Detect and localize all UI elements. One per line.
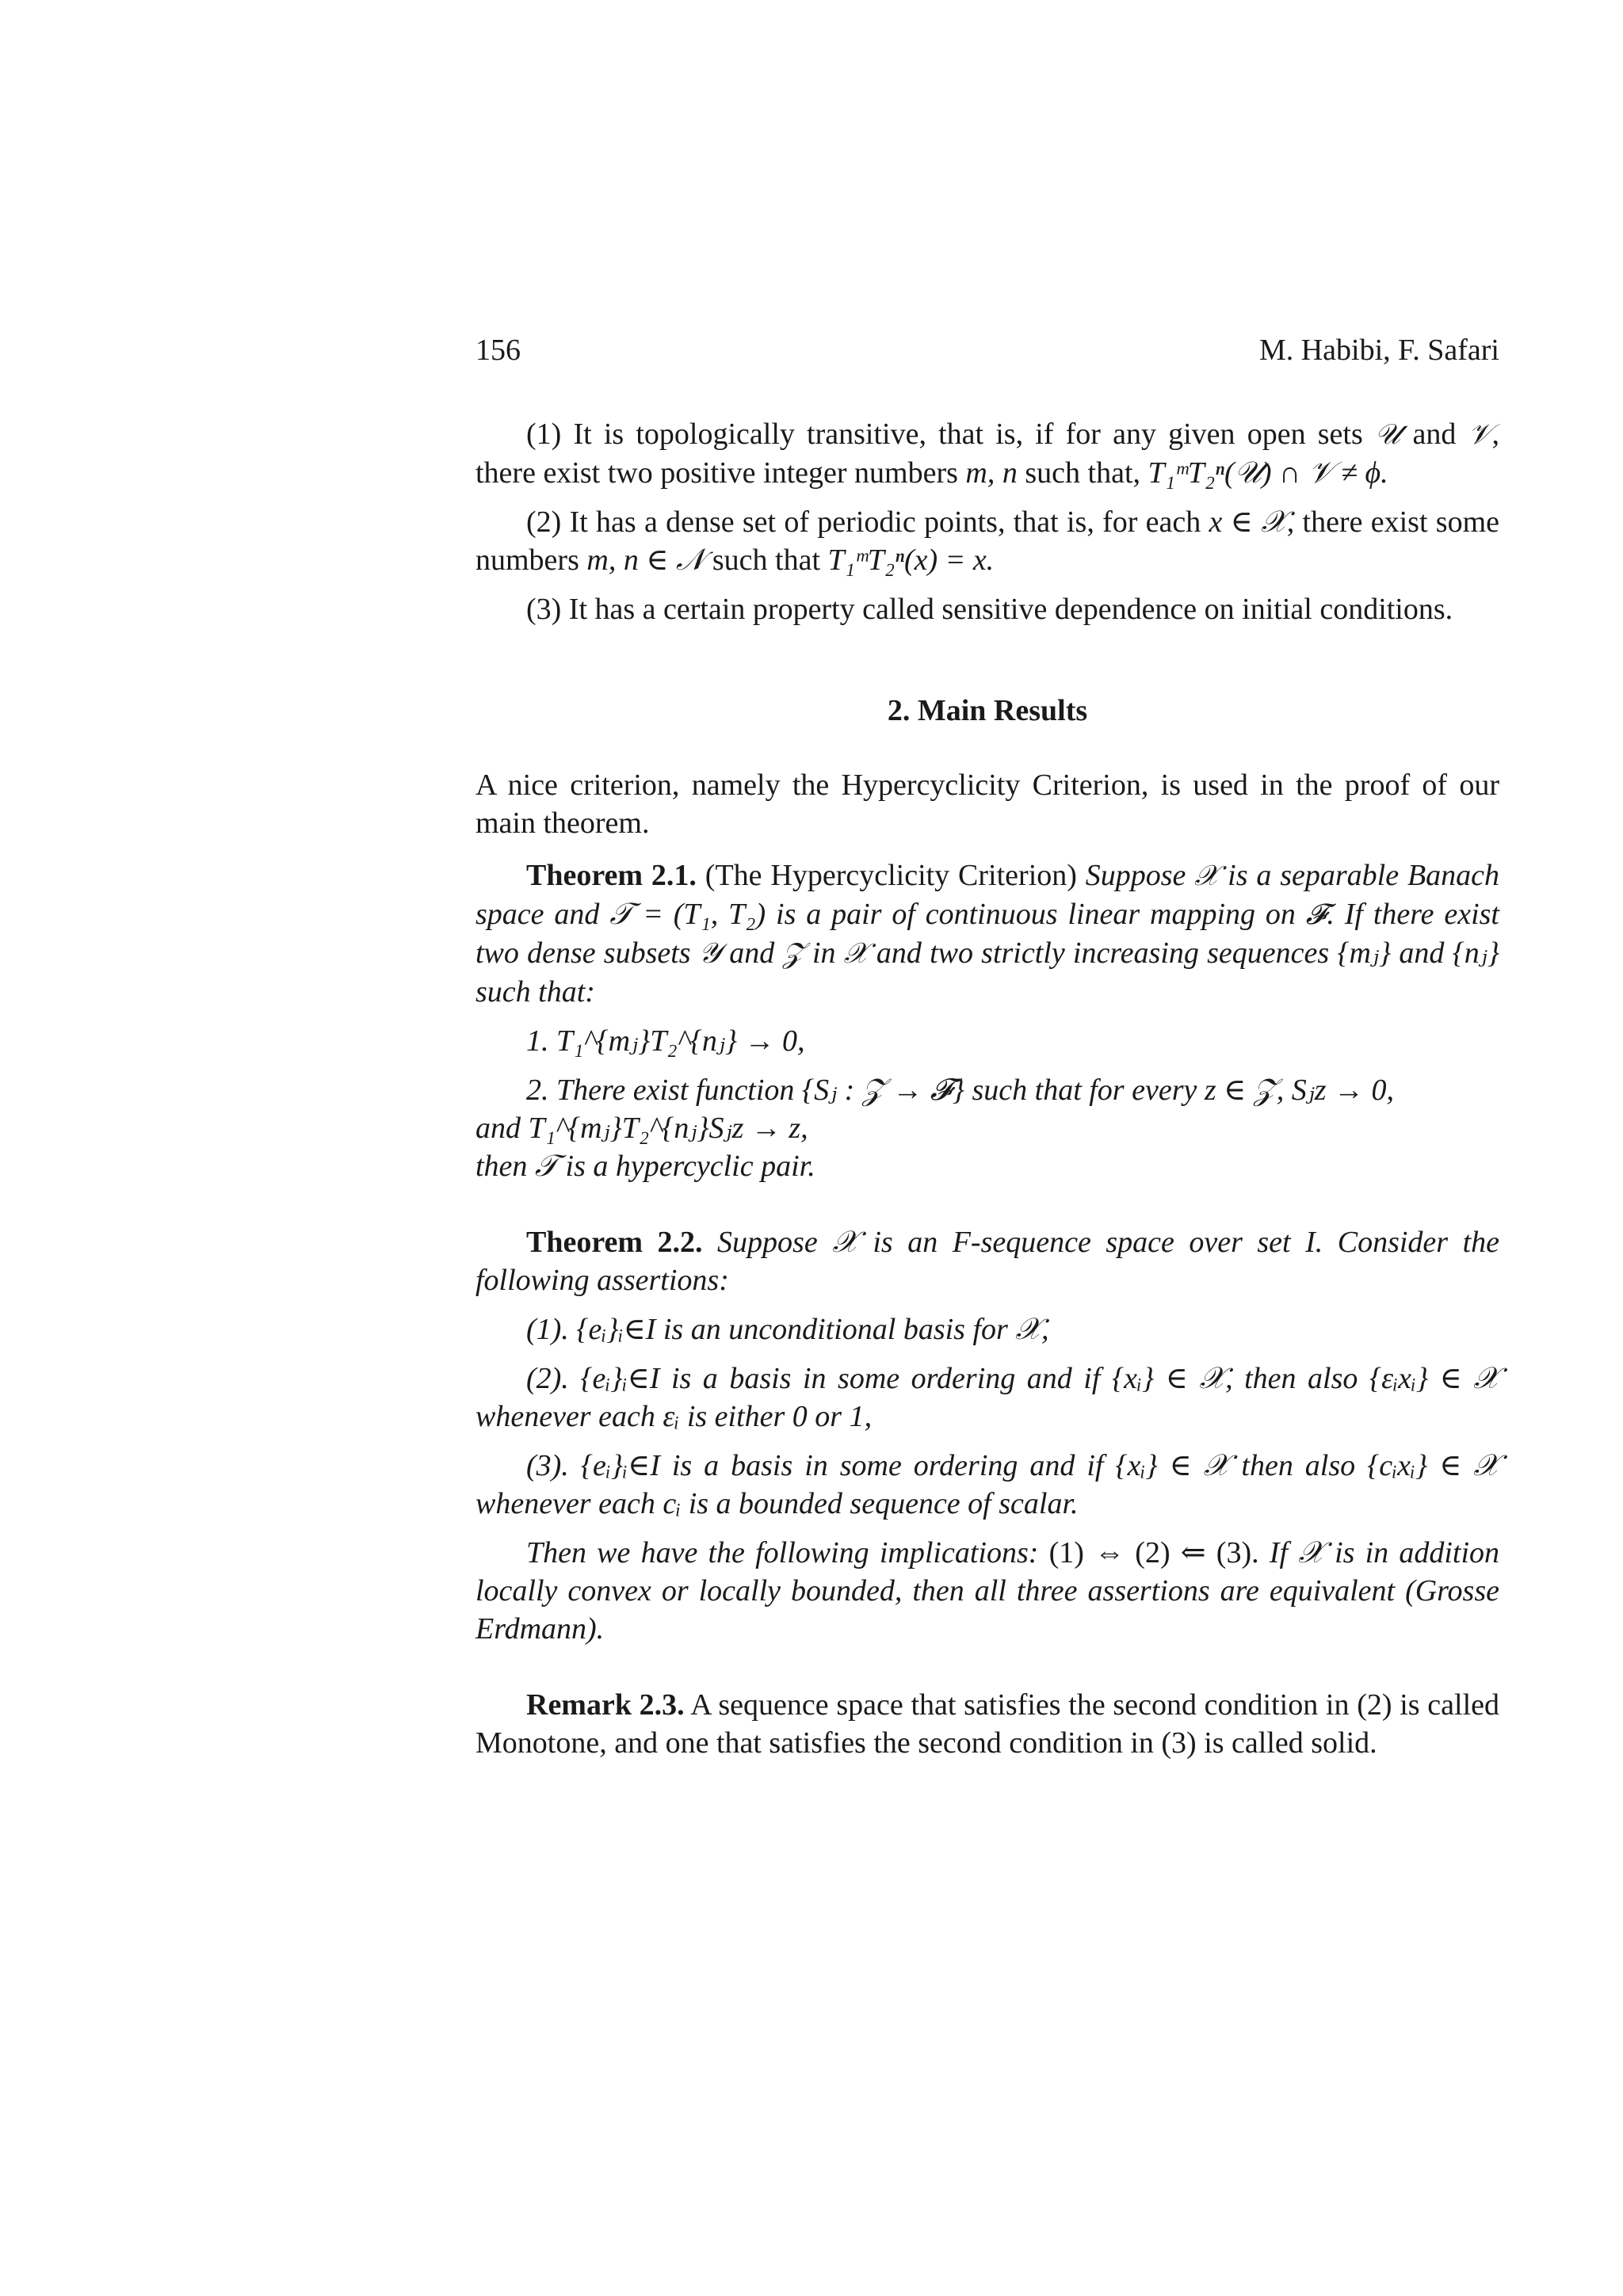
assertion-1: (1). {eᵢ}ᵢ∈I is an unconditional basis for 𝒳, <box>526 1313 1049 1346</box>
section-title: 2. Main Results <box>887 694 1088 727</box>
theorem-2-2: Theorem 2.2. Suppose 𝒳 is an F-sequence space over set I. Consider the following assertions: <box>475 1226 1499 1297</box>
remark-2-3-label: Remark 2.3. <box>526 1688 685 1722</box>
theorem-2-1: Theorem 2.1. (The Hypercyclicity Criterion) Suppose 𝒳 is a separable Banach space and 𝒯 = (T₁, T₂) is a pair of continuous linear mapping on 𝓕. If there exist two dense subsets 𝒴 and 𝒵 in 𝒳 and two strictly increasing sequences {mⱼ} and {nⱼ} such that: <box>475 859 1500 1009</box>
authors: M. Habibi, F. Safari <box>1258 334 1499 367</box>
page-number: 156 <box>475 334 521 367</box>
running-head <box>475 331 1499 369</box>
theorem-2-1-label: Theorem 2.1. <box>526 859 697 892</box>
theorem-2-1-condition-1: 1. T₁^{mⱼ}T₂^{nⱼ} → 0, <box>526 1024 805 1058</box>
assertion-3: (3). {eᵢ}ᵢ∈I is a basis in some ordering and if {xᵢ} ∈ 𝒳 then also {cᵢxᵢ} ∈ 𝒳 whenever each cᵢ is a bounded sequence of scalar. <box>475 1449 1499 1520</box>
intro-item-1: (1) It is topologically transitive, that is, if for any given open sets 𝒰 and 𝒱, there exist two positive integer numbers m, n such that, T₁ᵐT₂ⁿ(𝒰) ∩ 𝒱 ≠ ϕ. <box>475 418 1500 490</box>
page <box>475 331 1499 1773</box>
remark-2-3: Remark 2.3. A sequence space that satisfies the second condition in (2) is called Monotone, and one that satisfies the second condition in (3) is called solid. <box>475 1688 1500 1760</box>
theorem-2-1-condition-2: 2. There exist function {Sⱼ : 𝒵 → 𝓕} such that for every z ∈ 𝒵, Sⱼz → 0, <box>526 1074 1395 1107</box>
theorem-2-1-condition-2-cont: and T₁^{mⱼ}T₂^{nⱼ}Sⱼz → z, <box>475 1112 808 1145</box>
intro-item-3: (3) It has a certain property called sensitive dependence on initial conditions. <box>526 593 1453 626</box>
section-lead: A nice criterion, namely the Hypercyclicity Criterion, is used in the proof of our main theorem. <box>475 769 1499 840</box>
intro-item-2: (2) It has a dense set of periodic points, that is, for each x ∈ 𝒳, there exist some numbers m, n ∈ 𝒩 such that T₁ᵐT₂ⁿ(x) = x. <box>475 505 1499 577</box>
theorem-2-2-label: Theorem 2.2. <box>526 1226 703 1259</box>
theorem-2-1-conclusion: then 𝒯 is a hypercyclic pair. <box>475 1150 815 1183</box>
theorem-2-2-conclusion: Then we have the following implications: (1) ⇔ (2) ⇐ (3). If 𝒳 is in addition locally convex or locally bounded, then all three assertions are equivalent (Grosse Erdmann). <box>475 1536 1500 1646</box>
assertion-2: (2). {eᵢ}ᵢ∈I is a basis in some ordering and if {xᵢ} ∈ 𝒳, then also {εᵢxᵢ} ∈ 𝒳 whenever each εᵢ is either 0 or 1, <box>475 1362 1499 1433</box>
